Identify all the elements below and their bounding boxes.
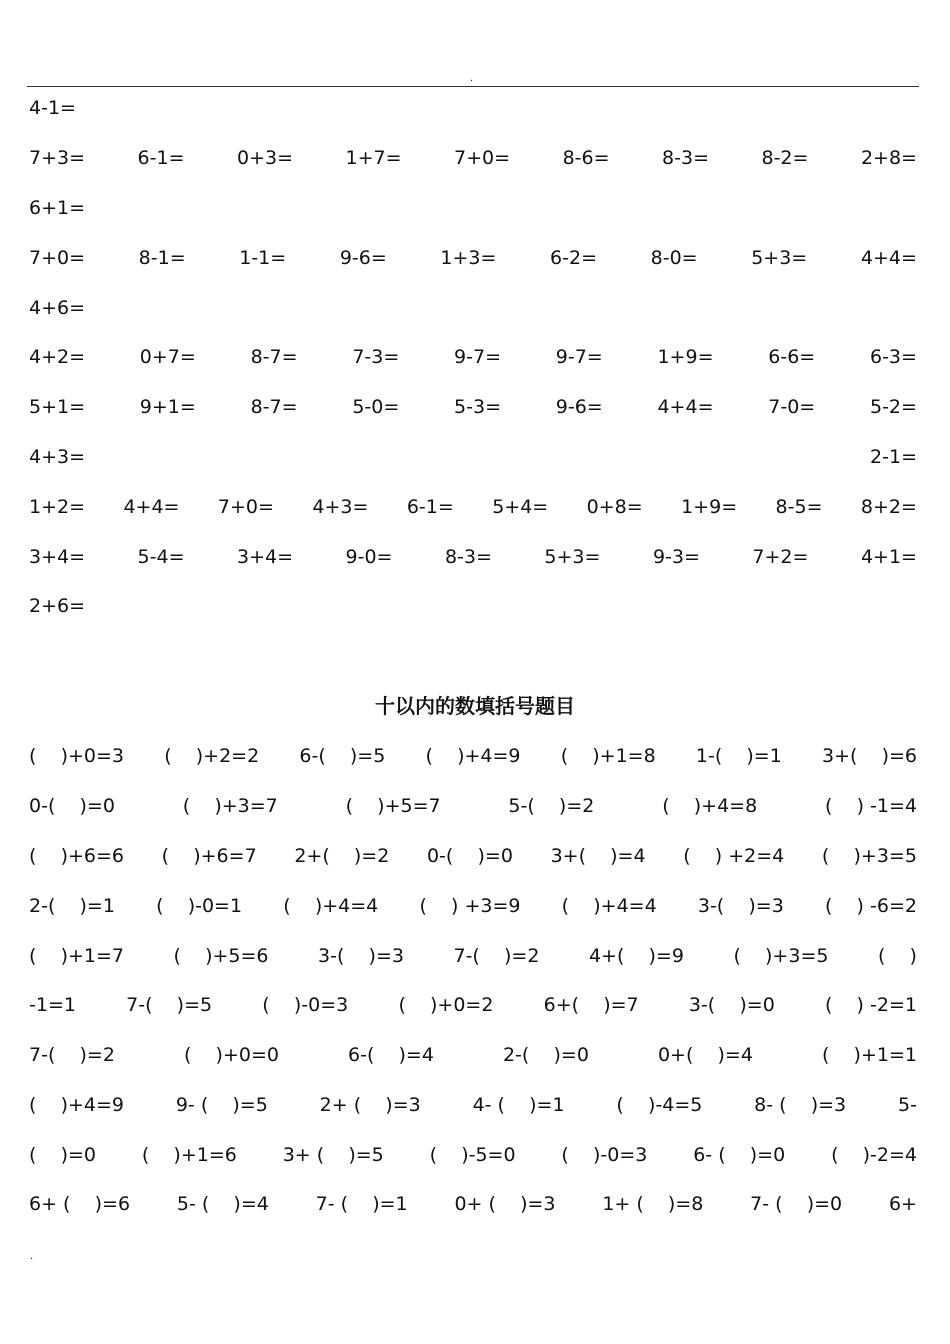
exercise-item: ( ) -6=2 [824, 895, 917, 917]
exercise-item: 7+2= [752, 546, 809, 568]
exercise-item: 0-( )=0 [426, 845, 513, 867]
exercise-item: 7- ( )=0 [750, 1193, 843, 1215]
exercise-item: ( )+0=3 [29, 745, 124, 767]
exercise-item: 4+4= [657, 396, 714, 418]
exercise-row [29, 1192, 917, 1216]
exercise-item: 7+3= [29, 147, 86, 169]
exercise-item: 2-( )=0 [502, 1044, 589, 1066]
exercise-item: 4+4= [123, 496, 180, 518]
exercise-item: ( )+4=8 [662, 795, 758, 817]
exercise-item: 3+( )=6 [822, 745, 917, 767]
exercise-item: 8-5= [775, 496, 823, 518]
exercise-item: 6+ ( )=6 [29, 1193, 131, 1215]
exercise-item: ( )+1=8 [560, 745, 656, 767]
exercise-row [29, 1093, 917, 1117]
exercise-item: ( )-0=3 [561, 1144, 648, 1166]
exercise-item: ( )+0=0 [183, 1044, 279, 1066]
exercise-item: 4- ( )=1 [472, 1094, 565, 1116]
exercise-item: 8-2= [761, 147, 809, 169]
exercise-item: 3+4= [29, 546, 86, 568]
exercise-row [29, 345, 917, 369]
exercise-item: 1+9= [657, 346, 714, 368]
exercise-item: 5- ( )=4 [176, 1193, 269, 1215]
exercise-item: 8-3= [444, 546, 492, 568]
exercise-item: ( )+1=1 [821, 1044, 917, 1066]
exercise-item: 7-3= [352, 346, 400, 368]
exercise-item: 0+8= [586, 496, 643, 518]
exercise-item: ( )+4=4 [561, 895, 657, 917]
exercise-item: 5-( )=2 [508, 795, 595, 817]
exercise-item: 6-1= [137, 147, 185, 169]
exercise-row [29, 395, 917, 419]
exercise-item: 3+4= [236, 546, 294, 568]
exercise-item: 7+0= [454, 147, 511, 169]
exercise-item: 6-3= [869, 346, 917, 368]
exercise-item: 6-6= [768, 346, 816, 368]
exercise-item: 8-1= [138, 247, 186, 269]
exercise-item: ( ) +3=9 [419, 895, 521, 917]
exercise-item: ( )-2=4 [831, 1144, 917, 1166]
exercise-item: 2-1= [870, 446, 917, 468]
exercise-item: 6+ [888, 1193, 917, 1215]
exercise-item: 5-3= [454, 396, 501, 418]
exercise-item: 3-( )=3 [697, 895, 784, 917]
exercise-item: -1=1 [29, 994, 76, 1016]
exercise-item: ( )-0=1 [156, 895, 243, 917]
exercise-item: 4+2= [29, 346, 86, 368]
exercise-item: ( ) -2=1 [824, 994, 917, 1016]
exercise-item: 7-0= [768, 396, 816, 418]
exercise-item: 4+( )=9 [588, 945, 684, 967]
exercise-item: ( )+6=7 [161, 845, 257, 867]
exercise-item: 7-( )=2 [29, 1044, 115, 1066]
exercise-row [29, 1143, 917, 1167]
exercise-item: 3+( )=4 [550, 845, 646, 867]
exercise-item: 2+8= [860, 147, 917, 169]
exercise-item: ( )-0=3 [262, 994, 349, 1016]
exercise-row [29, 146, 917, 170]
exercise-item: 1-1= [239, 247, 287, 269]
exercise-item: 2-( )=1 [29, 895, 115, 917]
exercise-item: 1+7= [345, 147, 402, 169]
exercise-item: 7-( )=2 [453, 945, 540, 967]
exercise-row [29, 296, 917, 320]
exercise-item: ( ) [877, 945, 917, 967]
exercise-row [29, 794, 917, 818]
exercise-item: ( ) +2=4 [683, 845, 785, 867]
exercise-item: 8+2= [860, 496, 917, 518]
exercise-item: 7- ( )=1 [315, 1193, 408, 1215]
exercise-row [29, 944, 917, 968]
exercise-item: 9-6= [555, 396, 603, 418]
exercise-item: 8-6= [562, 147, 610, 169]
exercise-item: 5-0= [352, 396, 400, 418]
exercise-item: ( )+4=9 [425, 745, 521, 767]
exercise-item: ( )+5=7 [345, 795, 441, 817]
exercise-item: 3-( )=0 [688, 994, 775, 1016]
exercise-item: 1+9= [681, 496, 738, 518]
exercise-item: 5+4= [492, 496, 549, 518]
exercise-row [29, 744, 917, 768]
exercise-item: 5+3= [751, 247, 808, 269]
exercise-item: 9-3= [652, 546, 700, 568]
exercise-item: 9+1= [139, 396, 196, 418]
exercise-item: 3+ ( )=5 [282, 1144, 384, 1166]
exercise-item: 5+1= [29, 396, 86, 418]
exercise-row [29, 495, 917, 519]
exercise-item: ( )+6=6 [29, 845, 124, 867]
exercise-item: 1+3= [440, 247, 497, 269]
exercise-item: 6+( )=7 [543, 994, 639, 1016]
exercise-item: 8-7= [250, 396, 298, 418]
exercise-item: 0+3= [236, 147, 294, 169]
exercise-item: 4+4= [860, 247, 917, 269]
exercise-item: 6- ( )=0 [693, 1144, 786, 1166]
exercise-item: 6-( )=4 [348, 1044, 434, 1066]
exercise-item: 2+ ( )=3 [319, 1094, 421, 1116]
exercise-item: 0-( )=0 [29, 795, 115, 817]
exercise-item: 7+0= [29, 247, 86, 269]
exercise-item: 5+3= [544, 546, 601, 568]
exercise-item: 4+6= [29, 297, 86, 319]
exercise-item: 9-7= [555, 346, 603, 368]
exercise-item: 1-( )=1 [695, 745, 782, 767]
exercise-item: 6-( )=5 [299, 745, 386, 767]
exercise-item: ( ) -1=4 [825, 795, 917, 817]
exercise-item: ( )+3=7 [182, 795, 278, 817]
exercise-item: 9-0= [345, 546, 393, 568]
exercise-item: 6-2= [550, 247, 597, 269]
exercise-item: 2+( )=2 [294, 845, 390, 867]
header-mark: . [470, 73, 474, 84]
exercise-row [29, 545, 917, 569]
exercise-item: ( )+4=4 [283, 895, 379, 917]
exercise-item: ( )+5=6 [173, 945, 269, 967]
exercise-item: 4-1= [29, 97, 76, 119]
exercise-row [29, 96, 917, 120]
exercise-item: 5-2= [869, 396, 917, 418]
exercise-item: 0+( )=4 [657, 1044, 753, 1066]
exercise-item: 7+0= [217, 496, 274, 518]
exercise-item: 4+3= [312, 496, 369, 518]
exercise-item: 2+6= [29, 595, 86, 617]
exercise-item: ( )+1=6 [141, 1144, 237, 1166]
exercise-item: ( )+0=2 [398, 994, 494, 1016]
exercise-item: ( )+1=7 [29, 945, 124, 967]
exercise-item: 9- ( )=5 [175, 1094, 268, 1116]
exercise-row [29, 993, 917, 1017]
exercise-item: 4+1= [860, 546, 917, 568]
exercise-item: ( )-5=0 [429, 1144, 516, 1166]
exercise-item: ( )+2=2 [164, 745, 260, 767]
exercise-item: 8-3= [662, 147, 709, 169]
exercise-item: ( )=0 [29, 1144, 96, 1166]
exercise-row [29, 196, 917, 220]
exercise-item: ( )-4=5 [616, 1094, 703, 1116]
exercise-item: 1+2= [29, 496, 86, 518]
exercise-item: 8-7= [250, 346, 298, 368]
exercise-item: 3-( )=3 [318, 945, 404, 967]
exercise-item: 7-( )=5 [126, 994, 213, 1016]
exercise-item: ( )+3=5 [733, 945, 829, 967]
exercise-item: 5-4= [137, 546, 185, 568]
exercise-item: 8-0= [650, 247, 698, 269]
exercise-item: 9-6= [339, 247, 387, 269]
exercise-row [29, 894, 917, 918]
exercise-item: ( )+3=5 [821, 845, 917, 867]
exercise-item: 8- ( )=3 [754, 1094, 847, 1116]
exercise-item: 9-7= [454, 346, 501, 368]
header-rule [27, 86, 919, 87]
exercise-item: ( )+4=9 [29, 1094, 124, 1116]
exercise-item: 4+3= [29, 446, 86, 468]
exercise-item: 1+ ( )=8 [602, 1193, 704, 1215]
exercise-row [29, 844, 917, 868]
exercise-item: 6+1= [29, 197, 86, 219]
exercise-row [29, 445, 917, 469]
footer-mark: . [30, 1251, 34, 1262]
exercise-row [29, 246, 917, 270]
exercise-item: 5- [898, 1094, 917, 1116]
exercise-item: 6-1= [406, 496, 454, 518]
exercise-item: 0+7= [139, 346, 196, 368]
exercise-item: 0+ ( )=3 [454, 1193, 556, 1215]
exercise-row [29, 594, 917, 618]
section-title: 十以内的数填括号题目 [375, 694, 575, 718]
exercise-row [29, 1043, 917, 1067]
